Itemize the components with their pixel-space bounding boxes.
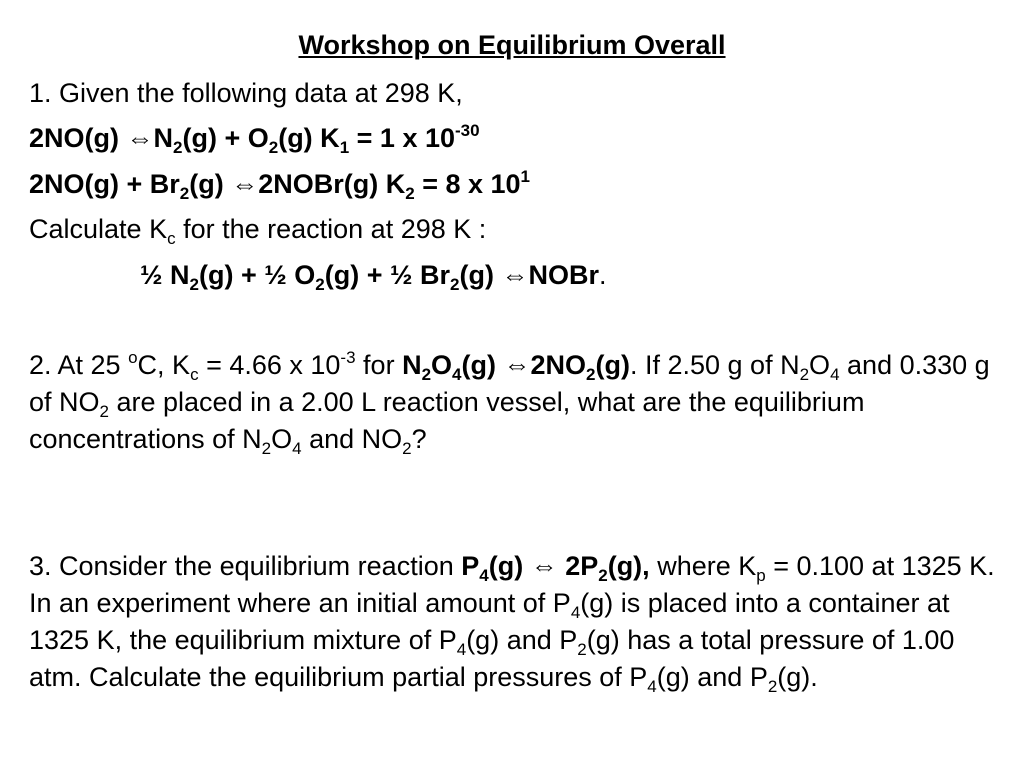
q2-deg: o (128, 348, 138, 367)
page-title: Workshop on Equilibrium Overall (298, 30, 726, 60)
q3-b: where K (649, 551, 757, 581)
q2-g-s2: 2 (799, 365, 810, 384)
q2-exp: -3 (340, 348, 356, 367)
equilibrium-arrow-icon: ⇔ (231, 169, 259, 199)
q1-intro: 1. Given the following data at 298 K, (29, 78, 463, 108)
q3-p2: 2P (557, 551, 599, 581)
t-p4: (g) (459, 260, 502, 290)
q2-e-o: O (431, 350, 453, 380)
r1-eq: = 1 x 10 (349, 123, 455, 153)
q2-h-s: 2 (99, 402, 109, 421)
q2-g-s4: 4 (830, 365, 840, 384)
q2-i-s4: 4 (292, 439, 302, 458)
q2-e-g: (g) (461, 350, 504, 380)
q2-e-s4: 4 (452, 365, 462, 384)
equilibrium-arrow-icon: ⇔ (126, 123, 154, 153)
q2-i: are placed in a 2.00 L reaction vessel, what are the equilibrium concentrations of N (29, 387, 865, 454)
q3-f-s: 4 (647, 677, 657, 696)
q3-a: 3. Consider the equilibrium reaction (29, 551, 462, 581)
q3-d: (g) is placed into a container at 1325 K, the equilibrium mixture of P (29, 588, 950, 655)
q2-i-o: O (271, 424, 293, 454)
q3-p2-s: 2 (598, 566, 608, 585)
r1-k: (g) K (278, 123, 340, 153)
r1-sub: 2 (173, 138, 183, 157)
q2-i-s2: 2 (261, 439, 272, 458)
q2-f-g: (g) (595, 350, 630, 380)
q2-f-s: 2 (586, 365, 596, 384)
q2-c: = 4.66 x 10 (198, 350, 341, 380)
q3-e: (g) and P (466, 625, 578, 655)
q2-f: 2NO (530, 350, 587, 380)
q3-c-s: 4 (570, 603, 581, 622)
r2-lhs: 2NO(g) + Br (29, 169, 180, 199)
calc-a: Calculate K (29, 214, 168, 244)
t-s2: 2 (315, 275, 325, 294)
r1-o: (g) + O (182, 123, 269, 153)
q2-g: . If 2.50 g of N (629, 350, 800, 380)
q2-kc: c (190, 365, 199, 384)
t-s3: 2 (450, 275, 460, 294)
q1-calculate (29, 213, 487, 248)
q2-k: ? (411, 424, 427, 454)
r2-k-sub: 2 (405, 184, 415, 203)
equilibrium-arrow-icon: ⇔ (530, 551, 558, 581)
equilibrium-arrow-icon: ⇔ (503, 350, 531, 380)
r1-n: N (153, 123, 174, 153)
r1-k-sub: 1 (339, 138, 350, 157)
r2-lhs-b: (g) (189, 169, 232, 199)
q3-f: (g) has a total pressure of 1.00 atm. Calculate the equilibrium partial pressures of P (29, 625, 955, 692)
q1-target-reaction (140, 259, 607, 294)
t-p1: ½ N (140, 260, 190, 290)
r2-eq: = 8 x 10 (414, 169, 521, 199)
q3-g: (g) and P (656, 662, 768, 692)
q1-reaction-2 (29, 167, 531, 203)
q2-paragraph (29, 347, 1004, 458)
q2-g-o: O (809, 350, 831, 380)
r2-sub: 2 (179, 184, 190, 203)
t-p5: NOBr (528, 260, 599, 290)
q3-kp: p (756, 566, 766, 585)
r2-exp: 1 (520, 167, 531, 186)
q2-e-n: N (402, 350, 422, 380)
q2-e-s2: 2 (421, 365, 432, 384)
q2-j-s: 2 (402, 439, 412, 458)
q3-e-s: 2 (577, 640, 587, 659)
q2-j: and NO (301, 424, 403, 454)
r1-lhs: 2NO(g) (29, 123, 119, 153)
r1-sub-b: 2 (268, 138, 279, 157)
calc-sub: c (167, 229, 176, 248)
q3-paragraph (29, 548, 1004, 696)
r1-exp: -30 (455, 121, 480, 140)
t-p3: (g) + ½ Br (324, 260, 451, 290)
t-s1: 2 (189, 275, 199, 294)
t-p6: . (599, 260, 607, 290)
q2-d: for (355, 350, 403, 380)
q3-d-s: 4 (456, 640, 467, 659)
q3-p4: P (461, 551, 480, 581)
q3-g-s: 2 (767, 677, 778, 696)
q3-h: (g). (777, 662, 818, 692)
t-p2: (g) + ½ O (199, 260, 316, 290)
q1-reaction-1 (29, 121, 480, 157)
calc-b: for the reaction at 298 K : (175, 214, 487, 244)
q2-a: 2. At 25 (29, 350, 129, 380)
q3-p4-g: (g) (488, 551, 531, 581)
q2-b: C, K (137, 350, 191, 380)
q3-c: = 0.100 at 1325 K. In an experiment where an initial amount of P (29, 551, 995, 618)
q2-h: and 0.330 g of NO (29, 350, 990, 417)
q3-p2-g: (g), (607, 551, 650, 581)
equilibrium-arrow-icon: ⇔ (501, 260, 529, 290)
r2-rhs: 2NOBr(g) K (258, 169, 406, 199)
q3-p4-s: 4 (479, 566, 489, 585)
